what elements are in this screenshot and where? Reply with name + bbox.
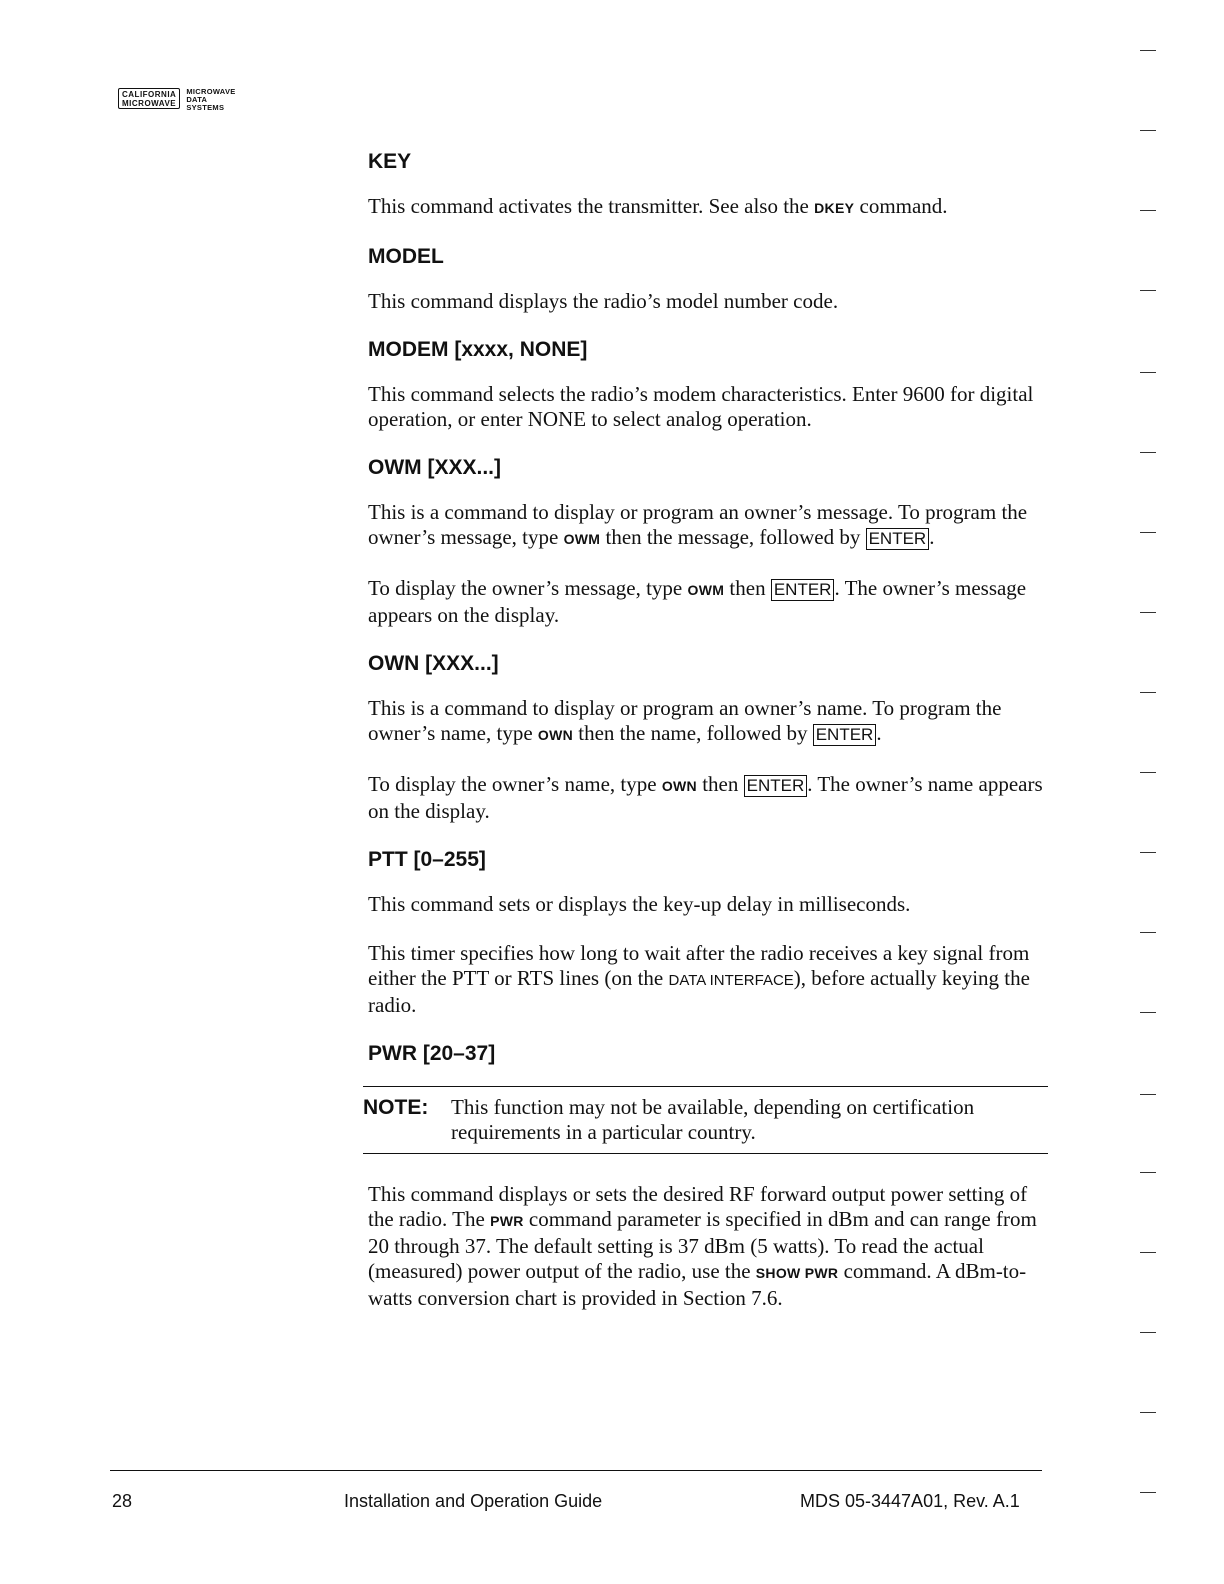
command-show-pwr: SHOW PWR [755,1265,839,1281]
footer-doc-id: MDS 05-3447A01, Rev. A.1 [800,1491,1020,1511]
margin-tick [1140,1492,1156,1493]
command-own: OWN [537,727,574,743]
footer-rule [110,1470,1042,1471]
logo-text-line1: MICROWAVE [186,87,236,96]
command-pwr: PWR [490,1213,524,1229]
section-heading-key: KEY [368,150,412,173]
margin-tick [1140,932,1156,933]
margin-tick [1140,1012,1156,1013]
footer-page-number: 28 [112,1491,133,1511]
owm-display-description: To display the owner’s message, type OWM then ENTER . The owner’s message appears on the display. [368,576,1027,627]
command-dkey: DKEY [814,200,855,216]
margin-tick [1140,50,1156,51]
section-heading-own: OWN [XXX...] [368,652,499,675]
margin-tick [1140,1412,1156,1413]
section-heading-pwr: PWR [20–37] [368,1042,496,1065]
margin-tick [1140,372,1156,373]
owm-description: This is a command to display or program an owner’s message. To program the owner’s message, type OWM then the message, followed by ENTER . [368,500,1028,549]
logo-box [118,88,180,109]
own-display-description: To display the owner’s name, type OWN then ENTER . The owner’s name appears on the display. [368,772,1043,823]
enter-key-label: ENTER [813,724,877,746]
logo-box-line2: MICROWAVE [122,99,177,108]
data-interface-label: DATA INTERFACE [668,972,794,989]
section-heading-ptt: PTT [0–255] [368,848,486,871]
logo-text-line3: SYSTEMS [186,103,225,112]
logo-box-line1: CALIFORNIA [122,90,177,99]
margin-tick [1140,612,1156,613]
modem-description: This command selects the radio’s modem characteristics. Enter 9600 for digital operation, or enter NONE to select analog operation. [368,382,1034,431]
margin-tick [1140,1172,1156,1173]
margin-tick [1140,692,1156,693]
margin-tick [1140,130,1156,131]
command-own: OWN [661,778,697,794]
key-description: This command activates the transmitter. See also the DKEY command. [368,194,948,218]
pwr-description: This command displays or sets the desired RF forward output power setting of the radio. The PWR command parameter is specified in dBm and can range from 20 through 37. The default setting is 37 dBm (5 watts). To read the actual (measured) power output of the radio, use the SHOW PWR command. A dBm-to-watts conversion chart is provided in Section 7.6. [368,1182,1037,1310]
logo-text [186,88,235,112]
ptt-description: This command sets or displays the key-up delay in milliseconds. [368,892,911,916]
model-description: This command displays the radio’s model number code. [368,289,839,313]
enter-key-label: ENTER [771,579,835,601]
command-owm: OWM [563,531,601,547]
margin-tick [1140,532,1156,533]
main-content [363,150,1048,1335]
section-heading-model: MODEL [368,245,444,268]
enter-key-label: ENTER [866,528,930,550]
margin-tick [1140,290,1156,291]
margin-tick [1140,1332,1156,1333]
footer-title: Installation and Operation Guide [344,1491,603,1511]
enter-key-label: ENTER [744,775,808,797]
margin-tick [1140,452,1156,453]
margin-tick [1140,852,1156,853]
note-text: This function may not be available, depending on certification requirements in a particular country. [451,1095,975,1144]
section-heading-modem: MODEM [xxxx, NONE] [368,338,588,361]
margin-tick [1140,1094,1156,1095]
ptt-timer-description: This timer specifies how long to wait after the radio receives a key signal from either the PTT or RTS lines (on the DATA INTERFACE), before actually keying the radio. [368,941,1030,1017]
command-owm: OWM [687,582,725,598]
margin-tick [1140,210,1156,211]
note-label: NOTE: [363,1096,429,1119]
margin-tick [1140,1252,1156,1253]
own-description: This is a command to display or program an owner’s name. To program the owner’s name, type OWN then the name, followed by ENTER . [368,696,1002,745]
company-logo [118,88,236,112]
note-box [363,1086,1048,1154]
section-heading-owm: OWM [XXX...] [368,456,501,479]
margin-tick [1140,772,1156,773]
logo-text-line2: DATA [186,95,208,104]
